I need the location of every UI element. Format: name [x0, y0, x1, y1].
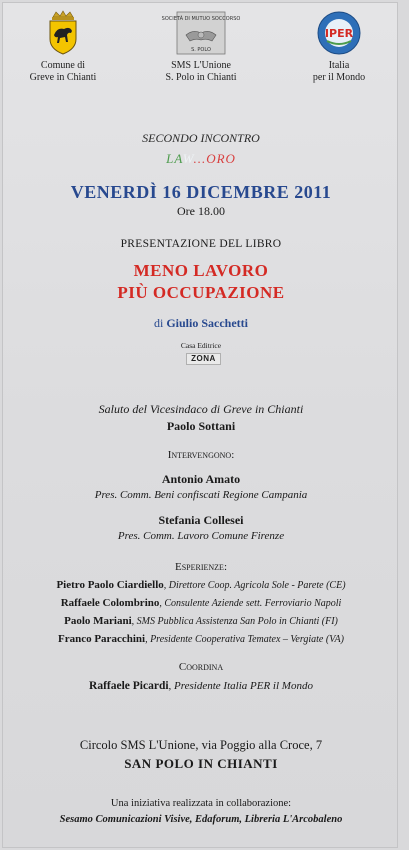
speaker-name: Antonio Amato [161, 472, 241, 486]
globe-emblem-icon [317, 11, 361, 55]
coordination-heading: Coordina [178, 661, 224, 673]
caption-line: Comune di [40, 60, 86, 71]
emblem-text: IPER [324, 27, 354, 40]
experience-role: , Presidente Cooperativa Tematex – Vergiate (VA) [145, 634, 344, 645]
caption-line: Greve in Chianti [29, 72, 97, 83]
experience-role: , Direttore Coop. Agricola Sole - Parete (CE) [163, 580, 346, 591]
comune-logo [0, 11, 133, 84]
publisher-logo: ZONA [186, 353, 221, 365]
sms-caption [131, 60, 271, 84]
caption-line: Italia [328, 60, 350, 71]
speakers-heading: Intervengono: [167, 449, 235, 461]
venue-address: Circolo SMS L'Unione, via Poggio alla Croce, 7 [79, 738, 323, 752]
coordinator-role: , Presidente Italia PER il Mondo [168, 680, 313, 692]
book-author [3, 316, 399, 331]
experience-name: Pietro Paolo Ciardiello [56, 579, 164, 591]
experience-name: Raffaele Colombrino [60, 597, 160, 609]
experience-name: Franco Paracchini [57, 633, 146, 645]
event-date: VENERDÌ 16 DICEMBRE 2011 [70, 182, 332, 202]
experience-item [3, 579, 399, 591]
sms-logo [131, 11, 271, 84]
greeting-name: Paolo Sottani [166, 419, 236, 433]
italia-mondo-logo [269, 11, 409, 84]
book-title-line2: PIÙ OCCUPAZIONE [117, 283, 285, 302]
slogan-green: LA [166, 151, 183, 166]
coordinator [3, 680, 399, 692]
footer-partners: Sesamo Comunicazioni Visive, Edaforum, Libreria L'Arcobaleno [59, 814, 343, 825]
greeting-role: Saluto del Vicesindaco di Greve in Chianti [98, 402, 304, 416]
venue-place: SAN POLO IN CHIANTI [124, 756, 278, 771]
book-presentation-label: PRESENTAZIONE DEL LIBRO [120, 238, 282, 250]
experience-item [3, 633, 399, 645]
footer-intro: Una iniziativa realizzata in collaborazione: [110, 798, 292, 809]
slogan-red: ...ORO [193, 151, 236, 166]
caption-line: per il Mondo [312, 72, 366, 83]
italia-mondo-caption [269, 60, 409, 84]
author-name: Giulio Sacchetti [166, 316, 248, 330]
book-title-line1: MENO LAVORO [133, 261, 269, 280]
invitation-page [2, 2, 398, 848]
event-series: SECONDO INCONTRO [142, 131, 260, 145]
coat-of-arms-icon [46, 11, 80, 55]
event-time: Ore 18.00 [177, 204, 225, 218]
emblem-top-text: SOCIETÀ DI MUTUO SOCCORSO [161, 16, 241, 22]
author-prefix: di [153, 316, 164, 330]
caption-line: SMS L'Unione [171, 60, 231, 71]
logo-row [3, 11, 399, 101]
caption-line: S. Polo in Chianti [165, 72, 237, 83]
speaker-role: Pres. Comm. Lavoro Comune Firenze [117, 530, 285, 542]
emblem-bottom-text: S. POLO [191, 47, 211, 53]
experiences-heading: Esperienze: [175, 561, 227, 573]
handshake-emblem-icon [161, 11, 241, 55]
experience-role: , SMS Pubblica Assistenza San Polo in Chianti (FI) [131, 616, 338, 627]
experience-role: , Consulente Aziende sett. Ferroviario Napoli [159, 598, 342, 609]
speaker-role: Pres. Comm. Beni confiscati Regione Campania [94, 489, 308, 501]
event-slogan [3, 151, 399, 167]
coordinator-name: Raffaele Picardi [89, 680, 169, 692]
slogan-white: W [182, 151, 194, 166]
speaker-name: Stefania Collesei [158, 513, 244, 527]
experience-name: Paolo Mariani [64, 615, 132, 627]
comune-caption [0, 60, 133, 84]
publisher-label: Casa Editrice [180, 341, 222, 350]
experience-item [3, 597, 399, 609]
experience-item [3, 615, 399, 627]
